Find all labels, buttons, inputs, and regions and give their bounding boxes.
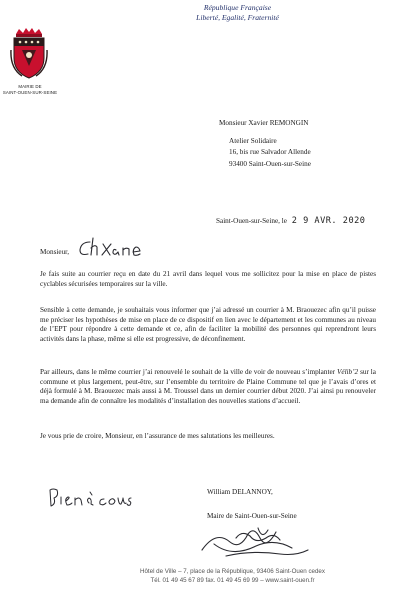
- footer: [0, 567, 405, 585]
- body-paragraph-1: Je fais suite au courrier reçu en date du 21 avril dans lequel vous me sollicitez pour la mise en place de pistes cyclables sécurisées temporaires sur la ville.: [40, 270, 376, 288]
- mairie-caption-line2: SAINT-OUEN-SUR-SEINE: [2, 90, 58, 95]
- date-place: Saint-Ouen-sur-Seine, le: [216, 217, 287, 225]
- signer-title: Maire de Saint-Ouen-sur-Seine: [207, 512, 297, 520]
- date-stamp: 2 9 AVR. 2020: [291, 216, 366, 226]
- footer-contact: Tél. 01 49 45 67 89 fax. 01 49 45 69 99 – www.saint-ouen.fr: [150, 577, 315, 584]
- body-paragraph-2: Sensible à cette demande, je souhaitais vous informer que j’ai adressé un courrier à M. Braouezec afin qu’il puisse me préciser les hypothèses de mise en place de ce dispositif en lien avec le département et les communes au niveau de l’EPT pour répondre à cette demande et ce, afin de faciliter la mobilité des personnes qui reprendront leurs activités dans la phase, même si elle est progressive, de déconfinement.: [40, 306, 376, 343]
- republic-name: République Française: [203, 3, 272, 12]
- mairie-caption: [0, 84, 60, 96]
- body-paragraph-3: [40, 368, 376, 406]
- salutation: Monsieur,: [40, 248, 70, 256]
- republic-motto: Liberté, Egalité, Fraternité: [196, 13, 279, 22]
- recipient-name: Monsieur Xavier REMONGIN: [219, 119, 309, 127]
- body-paragraph-4: Je vous prie de croire, Monsieur, en l’assurance de mes salutations les meilleures.: [40, 432, 275, 440]
- recipient-address-block: [219, 118, 311, 170]
- mayor-signature: [196, 520, 316, 564]
- handwritten-salutation: [76, 234, 142, 260]
- handwritten-closing: [46, 484, 136, 512]
- recipient-street: 16, bis rue Salvador Allende: [229, 148, 311, 157]
- footer-address: Hôtel de Ville – 7, place de la République, 93406 Saint-Ouen cedex: [140, 568, 325, 575]
- signer-name: William DELANNOY,: [207, 488, 273, 496]
- body-paragraph-3-part-a: Par ailleurs, dans le même courrier j’ai renouvelé le souhait de la ville de voir de nouveau s’implanter: [40, 368, 337, 376]
- recipient-org: Atelier Solidaire: [229, 137, 277, 146]
- city-crest-logo: [10, 28, 48, 80]
- mairie-caption-line1: MAIRIE DE: [18, 84, 42, 89]
- recipient-city: 93400 Saint-Ouen-sur-Seine: [229, 159, 311, 168]
- velib-brand-name: Vélib’2: [336, 368, 359, 376]
- body-paragraph-3-part-b: sur la commune et plus largement, peut-être, sur l’ensemble du territoire de Plaine Commune tel que je l’avais d’ores et déjà formulé à M. Braouezec mais aussi à M. Troussel dans un dernier courrier début 2020. J’ai ainsi pu renouveler ma demande afin de connaître les modalités d’installation des nouvelles stations d’accueil.: [40, 368, 376, 405]
- date-line: [216, 216, 365, 226]
- republic-header: [0, 3, 405, 23]
